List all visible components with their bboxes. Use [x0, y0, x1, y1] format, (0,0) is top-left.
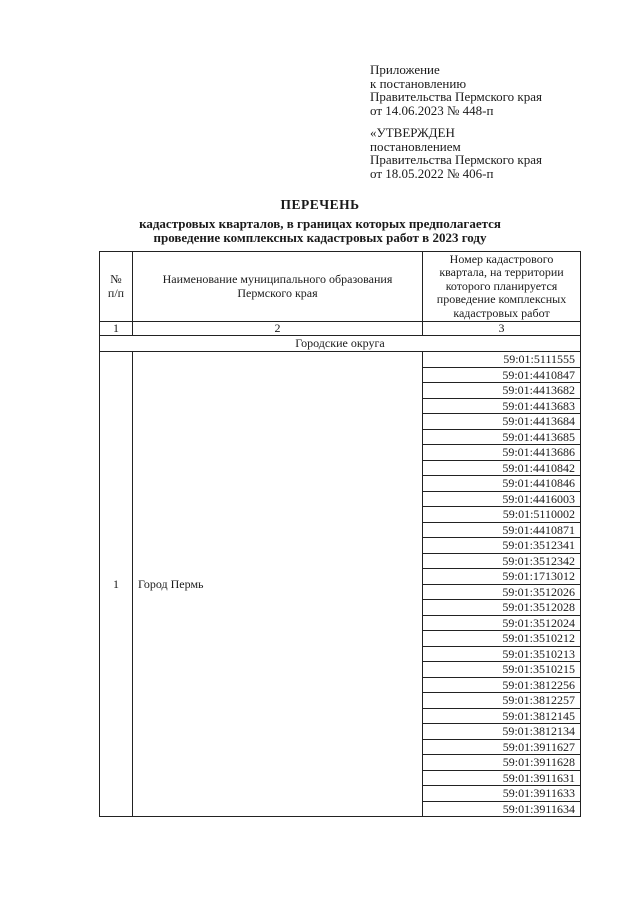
cadastral-code: 59:01:3812256 — [423, 677, 581, 693]
subtitle-line: проведение комплексных кадастровых работ в 2023 году — [153, 229, 487, 245]
subtitle-line: кадастровых кварталов, в границах которых предполагается — [139, 216, 501, 231]
appendix-line: от 14.06.2023 № 448-п — [370, 102, 494, 118]
cadastral-code: 59:01:1713012 — [423, 569, 581, 585]
appendix-line: Правительства Пермского края — [370, 89, 542, 104]
cadastral-code: 59:01:4416003 — [423, 491, 581, 507]
cadastral-code: 59:01:4410842 — [423, 460, 581, 476]
appendix-line: Приложение — [370, 62, 440, 77]
header-line: квартала, на территории — [439, 265, 564, 280]
table-header-row — [100, 252, 581, 322]
header-line: Пермского края — [237, 285, 318, 300]
cadastral-code: 59:01:3510212 — [423, 631, 581, 647]
cadastral-code: 59:01:3510215 — [423, 662, 581, 678]
approved-line: от 18.05.2022 № 406-п — [370, 165, 494, 181]
cadastral-code: 59:01:3512026 — [423, 584, 581, 600]
cadastral-code: 59:01:4413686 — [423, 445, 581, 461]
cadastral-code: 59:01:3512341 — [423, 538, 581, 554]
approved-note — [370, 126, 542, 180]
header-line: которого планируется — [445, 278, 558, 293]
cadastral-code: 59:01:4413683 — [423, 398, 581, 414]
table-row — [100, 352, 581, 368]
cadastral-code: 59:01:4413685 — [423, 429, 581, 445]
cadastral-code: 59:01:4413684 — [423, 414, 581, 430]
column-number: 2 — [133, 322, 423, 336]
header-line: кадастровых работ — [453, 305, 550, 320]
column-number-row — [100, 322, 581, 336]
cadastral-code: 59:01:3911631 — [423, 770, 581, 786]
cadastral-code: 59:01:5111555 — [423, 352, 581, 368]
document-subtitle — [0, 217, 640, 244]
entry-number: 1 — [100, 352, 133, 817]
approved-line: «УТВЕРЖДЕН — [370, 125, 455, 140]
cadastral-code: 59:01:3510213 — [423, 646, 581, 662]
cadastral-code: 59:01:3812145 — [423, 708, 581, 724]
cadastral-quarters-table — [99, 251, 581, 817]
header-municipality — [133, 252, 423, 322]
header-line: Наименование муниципального образования — [162, 272, 393, 286]
header-line: проведение комплексных — [436, 292, 567, 307]
cadastral-code: 59:01:4410846 — [423, 476, 581, 492]
section-row — [100, 336, 581, 352]
appendix-note — [370, 63, 542, 117]
column-number: 1 — [100, 322, 133, 336]
header-cadastral-number — [423, 252, 581, 322]
cadastral-code: 59:01:4413682 — [423, 383, 581, 399]
cadastral-code: 59:01:5110002 — [423, 507, 581, 523]
document-title: ПЕРЕЧЕНЬ — [280, 197, 360, 212]
header-line: п/п — [107, 285, 125, 300]
municipality-name: Город Пермь — [133, 352, 423, 817]
cadastral-code: 59:01:3512024 — [423, 615, 581, 631]
cadastral-code: 59:01:3911633 — [423, 786, 581, 802]
cadastral-code: 59:01:3512342 — [423, 553, 581, 569]
section-title: Городские округа — [100, 336, 581, 352]
header-line: № — [110, 272, 122, 286]
appendix-line: к постановлению — [370, 75, 467, 91]
approved-line: постановлением — [370, 138, 461, 154]
cadastral-code: 59:01:3812134 — [423, 724, 581, 740]
cadastral-code: 59:01:4410847 — [423, 367, 581, 383]
cadastral-code: 59:01:3911634 — [423, 801, 581, 817]
cadastral-code: 59:01:3911627 — [423, 739, 581, 755]
approved-line: Правительства Пермского края — [370, 152, 542, 167]
column-number: 3 — [423, 322, 581, 336]
cadastral-code: 59:01:3812257 — [423, 693, 581, 709]
header-number — [100, 252, 133, 322]
cadastral-code: 59:01:4410871 — [423, 522, 581, 538]
cadastral-code: 59:01:3911628 — [423, 755, 581, 771]
header-line: Номер кадастрового — [449, 251, 554, 266]
cadastral-code: 59:01:3512028 — [423, 600, 581, 616]
